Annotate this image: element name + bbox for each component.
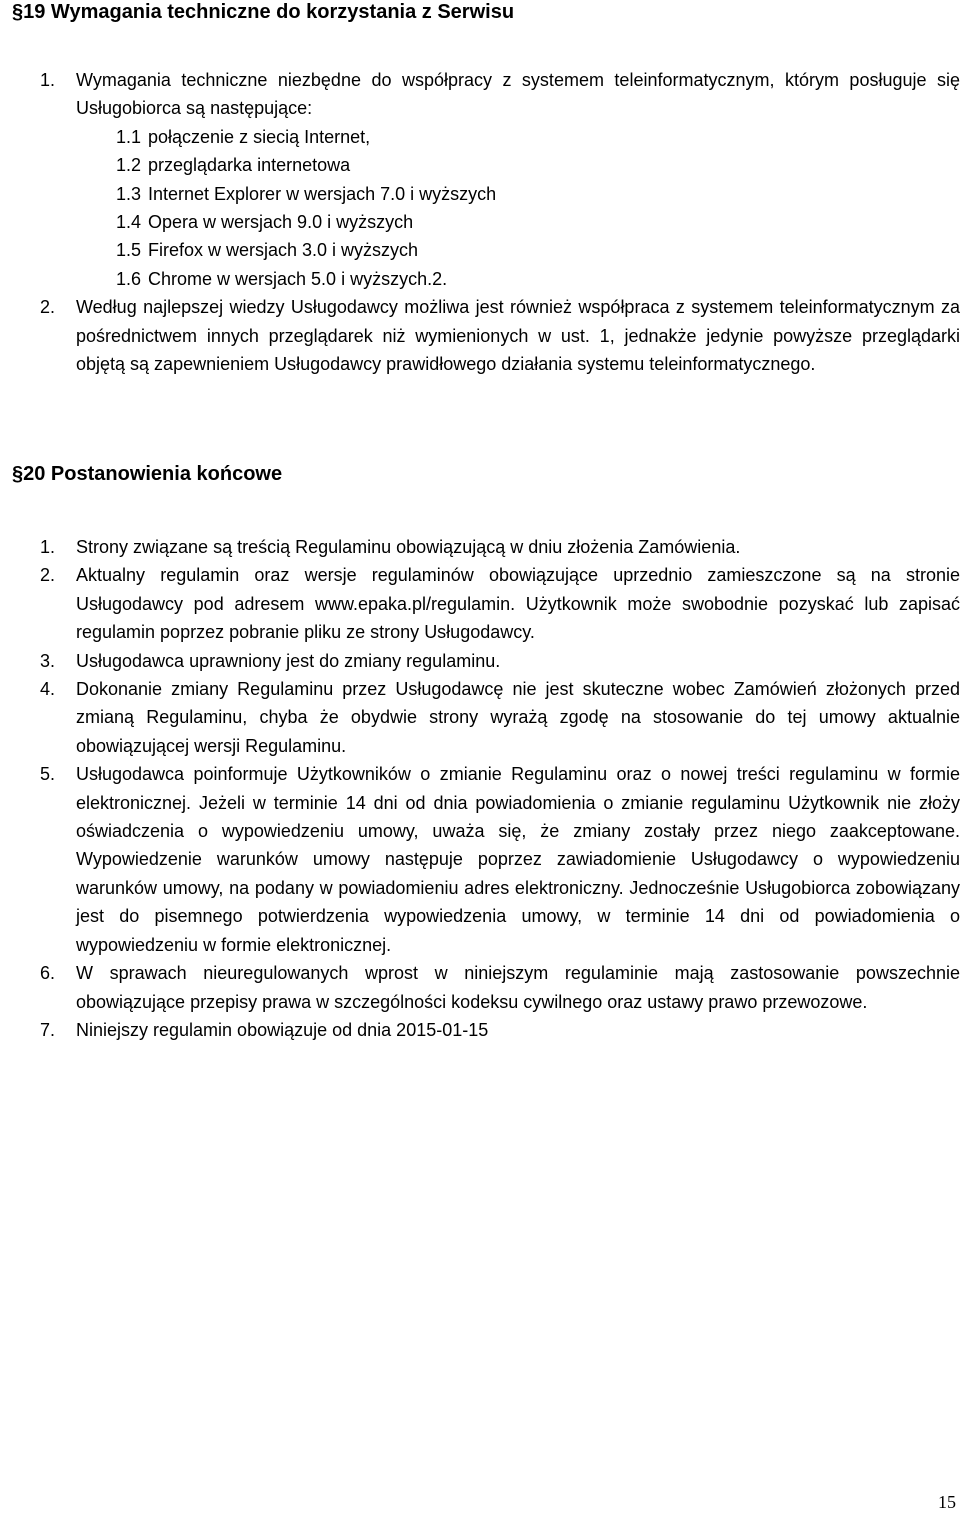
sub-item-number: 1.5 <box>116 240 142 261</box>
list-item <box>40 293 960 378</box>
list-item <box>40 561 960 646</box>
list-item <box>40 533 960 561</box>
sub-item-text: przeglądarka internetowa <box>148 155 351 176</box>
section-19-list <box>40 66 960 378</box>
sub-item-number: 1.2 <box>116 155 142 176</box>
item-text: Dokonanie zmiany Regulaminu przez Usługodawcę nie jest skuteczne wobec Zamówień złożonych przed zmianą Regulaminu, chyba że obydwie strony wyrażą zgodę na stosowanie do tej umowy aktualnie obowiązującej wersji Regulaminu. <box>76 679 960 756</box>
sub-item-number: 1.6 <box>116 268 142 289</box>
sub-list-item <box>76 236 960 264</box>
browser-requirements-list <box>76 123 960 293</box>
sub-item-text: Firefox w wersjach 3.0 i wyższych <box>148 240 419 261</box>
section-20-heading: §20 Postanowienia końcowe <box>12 463 283 485</box>
sub-item-text: połączenie z siecią Internet, <box>148 126 371 147</box>
section-19-heading: §19 Wymagania techniczne do korzystania z Serwisu <box>12 1 515 23</box>
sub-list-item <box>76 180 960 208</box>
item-number: 7. <box>40 1019 56 1040</box>
sub-list-item <box>76 208 960 236</box>
item-text: Według najlepszej wiedzy Usługodawcy możliwa jest również współpraca z systemem teleinformatycznym za pośrednictwem innych przeglądarek niż wymienionych w ust. 1, jednakże jedynie powyższe przeglądarki objętą są zapewnieniem Usługodawcy prawidłowego działania systemu teleinformatycznego. <box>76 297 960 375</box>
item-number: 1. <box>40 70 56 90</box>
item-text: Usługodawca uprawniony jest do zmiany regulaminu. <box>76 650 501 671</box>
list-item <box>40 647 960 675</box>
item-text: Strony związane są treścią Regulaminu obowiązującą w dniu złożenia Zamówienia. <box>76 537 741 557</box>
item-text: Wymagania techniczne niezbędne do współpracy z systemem teleinformatycznym, którym posługuje się Usługobiorca są następujące: <box>76 70 960 119</box>
sub-item-number: 1.3 <box>116 183 142 204</box>
item-number: 2. <box>40 565 56 586</box>
list-item <box>40 760 960 959</box>
page-number: 15 <box>938 1492 956 1512</box>
list-item <box>40 1016 960 1044</box>
sub-item-text: Opera w wersjach 9.0 i wyższych <box>148 212 414 233</box>
item-number: 5. <box>40 764 56 785</box>
sub-list-item <box>76 151 960 179</box>
section-20-list <box>40 533 960 1044</box>
item-number: 4. <box>40 679 56 700</box>
sub-item-number: 1.1 <box>116 126 142 147</box>
item-number: 1. <box>40 537 56 557</box>
sub-item-number: 1.4 <box>116 212 142 233</box>
item-text: W sprawach nieuregulowanych wprost w niniejszym regulaminie mają zastosowanie powszechnie obowiązujące przepisy prawa w szczególności kodeksu cywilnego oraz ustawy prawo przewozowe. <box>76 963 960 1012</box>
item-number: 6. <box>40 963 56 984</box>
item-text: Niniejszy regulamin obowiązuje od dnia 2015-01-15 <box>76 1019 489 1040</box>
list-item <box>40 675 960 760</box>
sub-list-item <box>76 123 960 151</box>
sub-item-text: Internet Explorer w wersjach 7.0 i wyższych <box>148 183 497 204</box>
sub-item-text: Chrome w wersjach 5.0 i wyższych.2. <box>148 268 448 289</box>
sub-list-item <box>76 265 960 293</box>
item-number: 2. <box>40 297 56 318</box>
item-text: Aktualny regulamin oraz wersje regulaminów obowiązujące uprzednio zamieszczone są na stronie Usługodawcy pod adresem www.epaka.pl/regulamin. Użytkownik może swobodnie pozyskać lub zapisać regulamin poprzez pobranie pliku ze strony Usługodawcy. <box>76 565 960 643</box>
list-item <box>40 66 960 293</box>
list-item <box>40 959 960 1016</box>
item-text: Usługodawca poinformuje Użytkowników o zmianie Regulaminu oraz o nowej treści regulaminu w formie elektronicznej. Jeżeli w terminie 14 dni od dnia powiadomienia o zmianie regulaminu Użytkownik nie złoży oświadczenia o wypowiedzeniu umowy, uważa się, że zmiany zostały przez niego zaakceptowane. Wypowiedzenie warunków umowy następuje poprzez zawiadomienie Usługodawcy o wypowiedzeniu warunków umowy, na podany w powiadomieniu adres elektroniczny. Jednocześnie Usługobiorca zobowiązany jest do pisemnego potwierdzenia wypowiedzenia umowy, w terminie 14 dni od powiadomienia o wypowiedzeniu w formie elektronicznej. <box>76 764 960 955</box>
item-number: 3. <box>40 650 56 671</box>
